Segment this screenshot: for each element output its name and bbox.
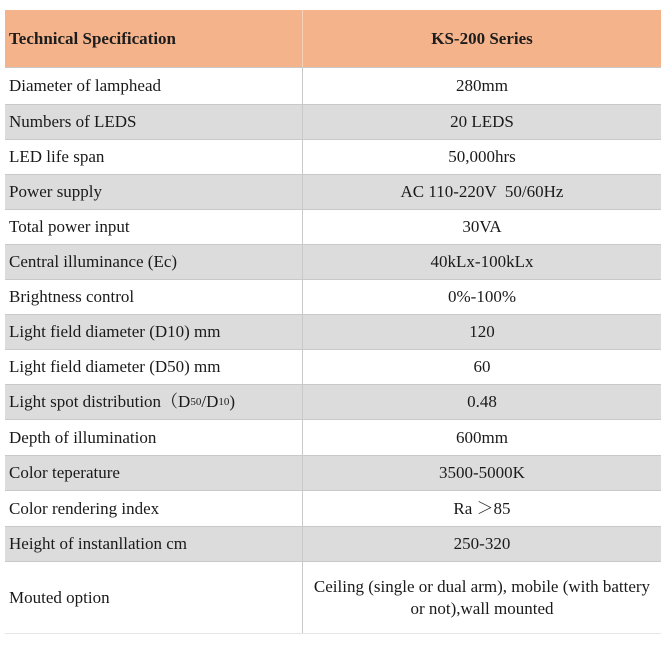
table-row	[5, 104, 661, 139]
spec-value: 0.48	[303, 385, 661, 419]
spec-value: 0%-100%	[303, 280, 661, 314]
spec-value: 50,000hrs	[303, 140, 661, 174]
spec-value: 40kLx-100kLx	[303, 245, 661, 279]
table-row	[5, 490, 661, 526]
spec-value: Ceiling (single or dual arm), mobile (with battery or not),wall mounted	[303, 562, 661, 633]
spec-label-prefix: Light spot distribution（D	[9, 392, 191, 411]
spec-label: Numbers of LEDS	[5, 105, 303, 139]
spec-value: AC 110-220V 50/60Hz	[303, 175, 661, 209]
table-row	[5, 349, 661, 384]
spec-value: 60	[303, 350, 661, 384]
spec-table	[5, 10, 661, 635]
spec-label: Height of instanllation cm	[5, 527, 303, 561]
spec-value: 3500-5000K	[303, 456, 661, 490]
table-row	[5, 419, 661, 455]
table-row	[5, 314, 661, 349]
table-row	[5, 67, 661, 104]
spec-label: Power supply	[5, 175, 303, 209]
spec-label: Light field diameter (D10) mm	[5, 315, 303, 349]
spec-value: Ra ＞85	[303, 491, 661, 526]
spec-label-mid: /D	[201, 392, 219, 411]
header-value-label: KS-200 Series	[303, 10, 661, 67]
table-row	[5, 455, 661, 490]
spec-label: Color rendering index	[5, 491, 303, 526]
spec-label: Color teperature	[5, 456, 303, 490]
spec-value: 280mm	[303, 68, 661, 104]
spec-label: Brightness control	[5, 280, 303, 314]
table-row	[5, 174, 661, 209]
spec-label: Central illuminance (Ec)	[5, 245, 303, 279]
spec-label: Mouted option	[5, 562, 303, 633]
spec-label: Light spot distribution（D 50 /D 10 )	[5, 385, 303, 419]
spec-value: 600mm	[303, 420, 661, 455]
table-row	[5, 384, 661, 419]
spec-value: 120	[303, 315, 661, 349]
spec-label-suffix: )	[229, 392, 236, 411]
table-row	[5, 561, 661, 633]
spec-label: LED life span	[5, 140, 303, 174]
table-bottom-border	[5, 633, 661, 634]
spec-value: 30VA	[303, 210, 661, 244]
spec-value: 20 LEDS	[303, 105, 661, 139]
spec-label: Total power input	[5, 210, 303, 244]
spec-label: Diameter of lamphead	[5, 68, 303, 104]
spec-label: Light field diameter (D50) mm	[5, 350, 303, 384]
table-row	[5, 279, 661, 314]
table-row	[5, 244, 661, 279]
spec-label: Depth of illumination	[5, 420, 303, 455]
table-header-row	[5, 10, 661, 67]
table-row	[5, 526, 661, 561]
table-row	[5, 139, 661, 174]
table-row	[5, 209, 661, 244]
header-spec-label: Technical Specification	[5, 10, 303, 67]
spec-value: 250-320	[303, 527, 661, 561]
